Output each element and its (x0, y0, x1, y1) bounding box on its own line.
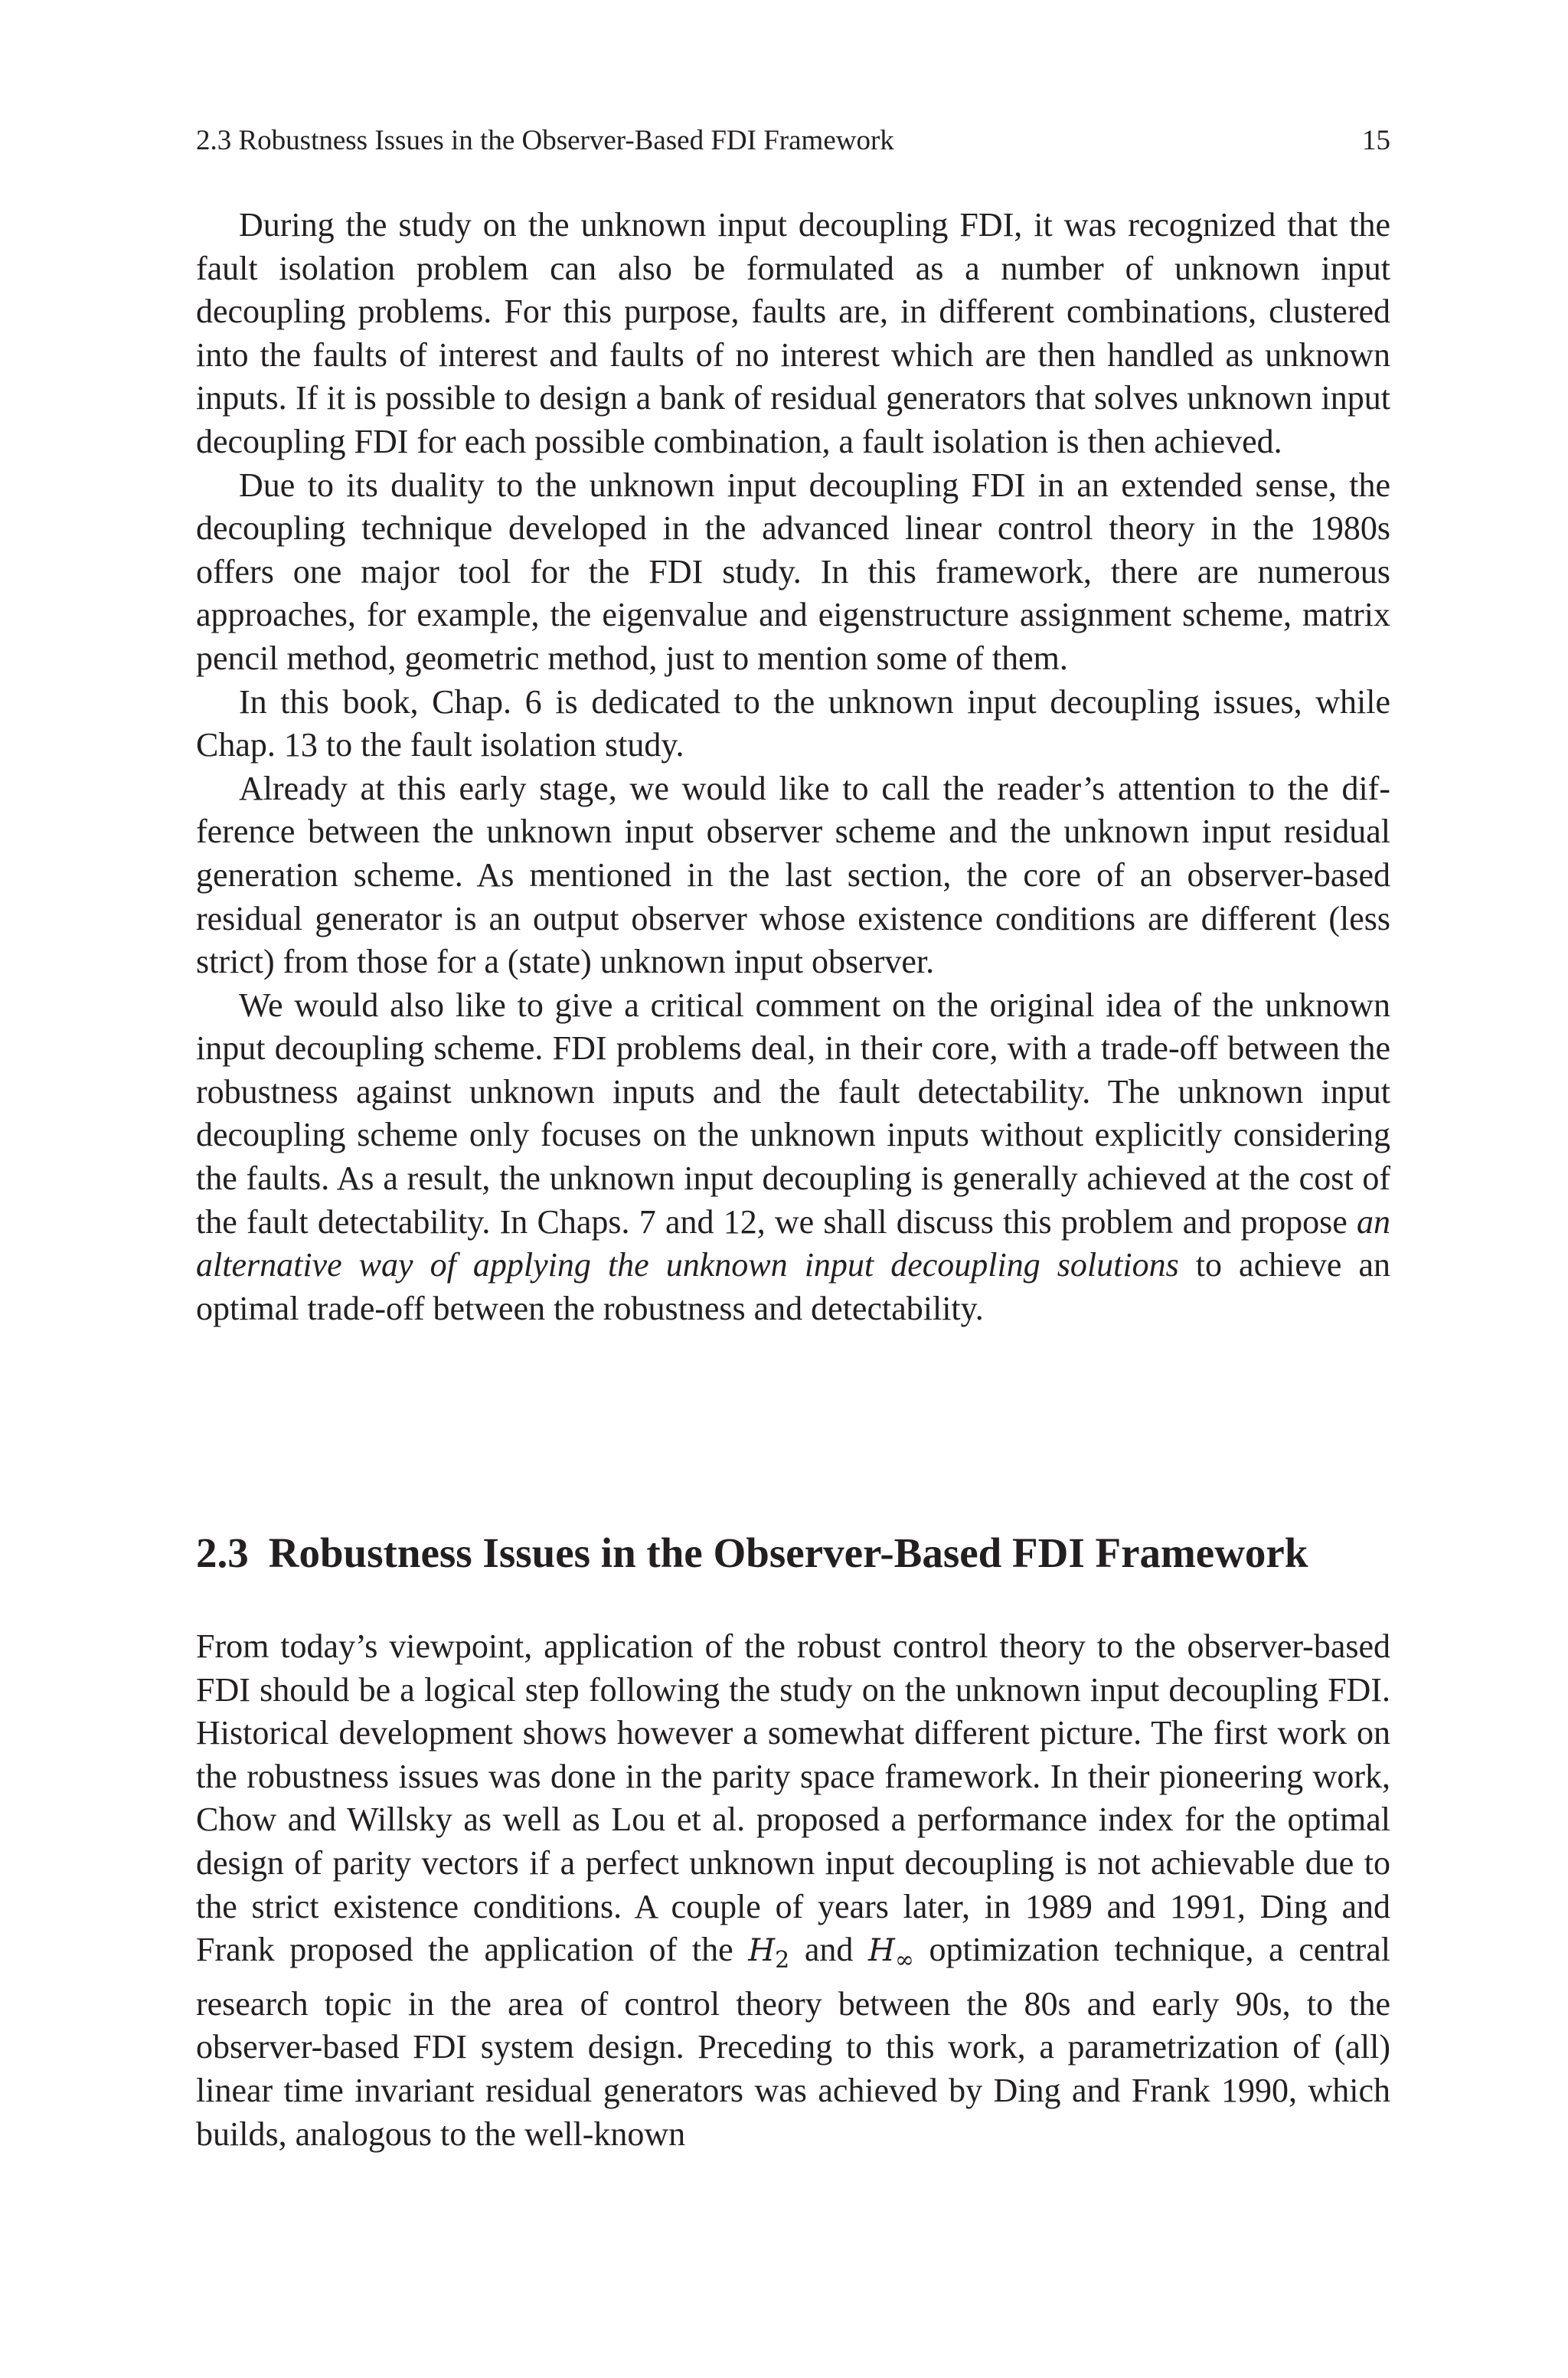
robust-control-text-1: From today’s viewpoint, application of the robust control theory to the observer-based FDI should be a logical step following the study on the unknown input decoupling FDI. Historical development shows however a somewhat different picture. The first work on the robustness issues was done in the parity space framework. In their pioneering work, Chow and Willsky as well as Lou et al. proposed a performance index for the optimal design of parity vectors if a perfect unknown input decoupling is not achievable due to the strict existence conditions. A couple of years later, in 1989 and 1991, Ding and Frank proposed the application of the (196, 1627, 1390, 1969)
critical-comment-text-2: to achieve an optimal trade-off between the robustness and detectability. (196, 1246, 1390, 1327)
paragraph-robust-control (196, 1625, 1390, 2156)
running-head-title: 2.3 Robustness Issues in the Observer-Based FDI Framework (196, 125, 894, 156)
critical-comment-text-1: We would also like to give a critical comment on the original idea of the unknown input decoupling scheme. FDI problems deal, in their core, with a trade-off between the robustness against unknown inputs and the fault detectability. The unknown input decoupling scheme only focuses on the unknown inputs without explicitly considering the faults. As a result, the unknown input decoupling is generally achieved at the cost of the fault detectability. In Chaps. 7 and 12, we shall discuss this problem and propose (196, 986, 1390, 1241)
paragraph-critical-comment (196, 984, 1390, 1331)
critical-comment-emphasis: an alternative way of applying the unknown input decoupling solutions (196, 1202, 1390, 1284)
math-hinf (868, 1933, 914, 1974)
body-text-section (196, 1625, 1390, 2156)
section-heading (196, 1529, 1390, 1578)
math-hinf-base: H (868, 1933, 895, 1969)
section-title: Robustness Issues in the Observer-Based FDI Framework (268, 1529, 1308, 1576)
robust-control-text-3: optimization technique, a central research topic in the area of control theory between the 80s and early 90s, to the observer-based FDI system design. Preceding to this work, a parametrization of (all) linear time invariant residual generators was achieved by Ding and Frank 1990, which builds, analogous to the well-known (196, 1931, 1390, 2153)
paragraph-fault-isolation: During the study on the unknown input decoupling FDI, it was recognized that the fault isolation problem can also be formulated as a number of unknown input decoupling problems. For this purpose, faults are, in different combinations, clustered into the faults of interest and faults of no interest which are then handled as unknown inputs. If it is possible to design a bank of residual generators that solves unknown input decoupling FDI for each possible combination, a fault isolation is then achieved. (196, 206, 1390, 460)
math-h2 (748, 1933, 790, 1974)
math-h2-base: H (748, 1933, 776, 1969)
paragraph-observer-difference: Already at this early stage, we would like to call the reader’s attention to the difference between the unknown input observer scheme and the unknown input residual generation scheme. As mentioned in the last section, the core of an observer-based residual generator is an output observer whose existence conditions are different (less strict) from those for a (state) unknown input observer. (196, 769, 1390, 981)
page-number: 15 (1362, 125, 1390, 156)
math-h2-subscript: 2 (775, 1947, 790, 1974)
section-number: 2.3 (196, 1529, 249, 1576)
body-text-top (196, 204, 1390, 1330)
running-head (196, 121, 1390, 161)
paragraph-book-chapters: In this book, Chap. 6 is dedicated to the unknown input decoupling issues, while Chap. 13 to the fault isolation study. (196, 682, 1390, 764)
math-hinf-subscript: ∞ (894, 1947, 914, 1974)
robust-control-text-2: and (789, 1931, 868, 1969)
paragraph-duality: Due to its duality to the unknown input decoupling FDI in an extended sense, the decoupling technique developed in the advanced linear control theory in the 1980s offers one major tool for the FDI study. In this framework, there are numerous approaches, for example, the eigenvalue and eigenstructure assignment scheme, matrix pencil method, geometric method, just to mention some of them. (196, 466, 1390, 677)
